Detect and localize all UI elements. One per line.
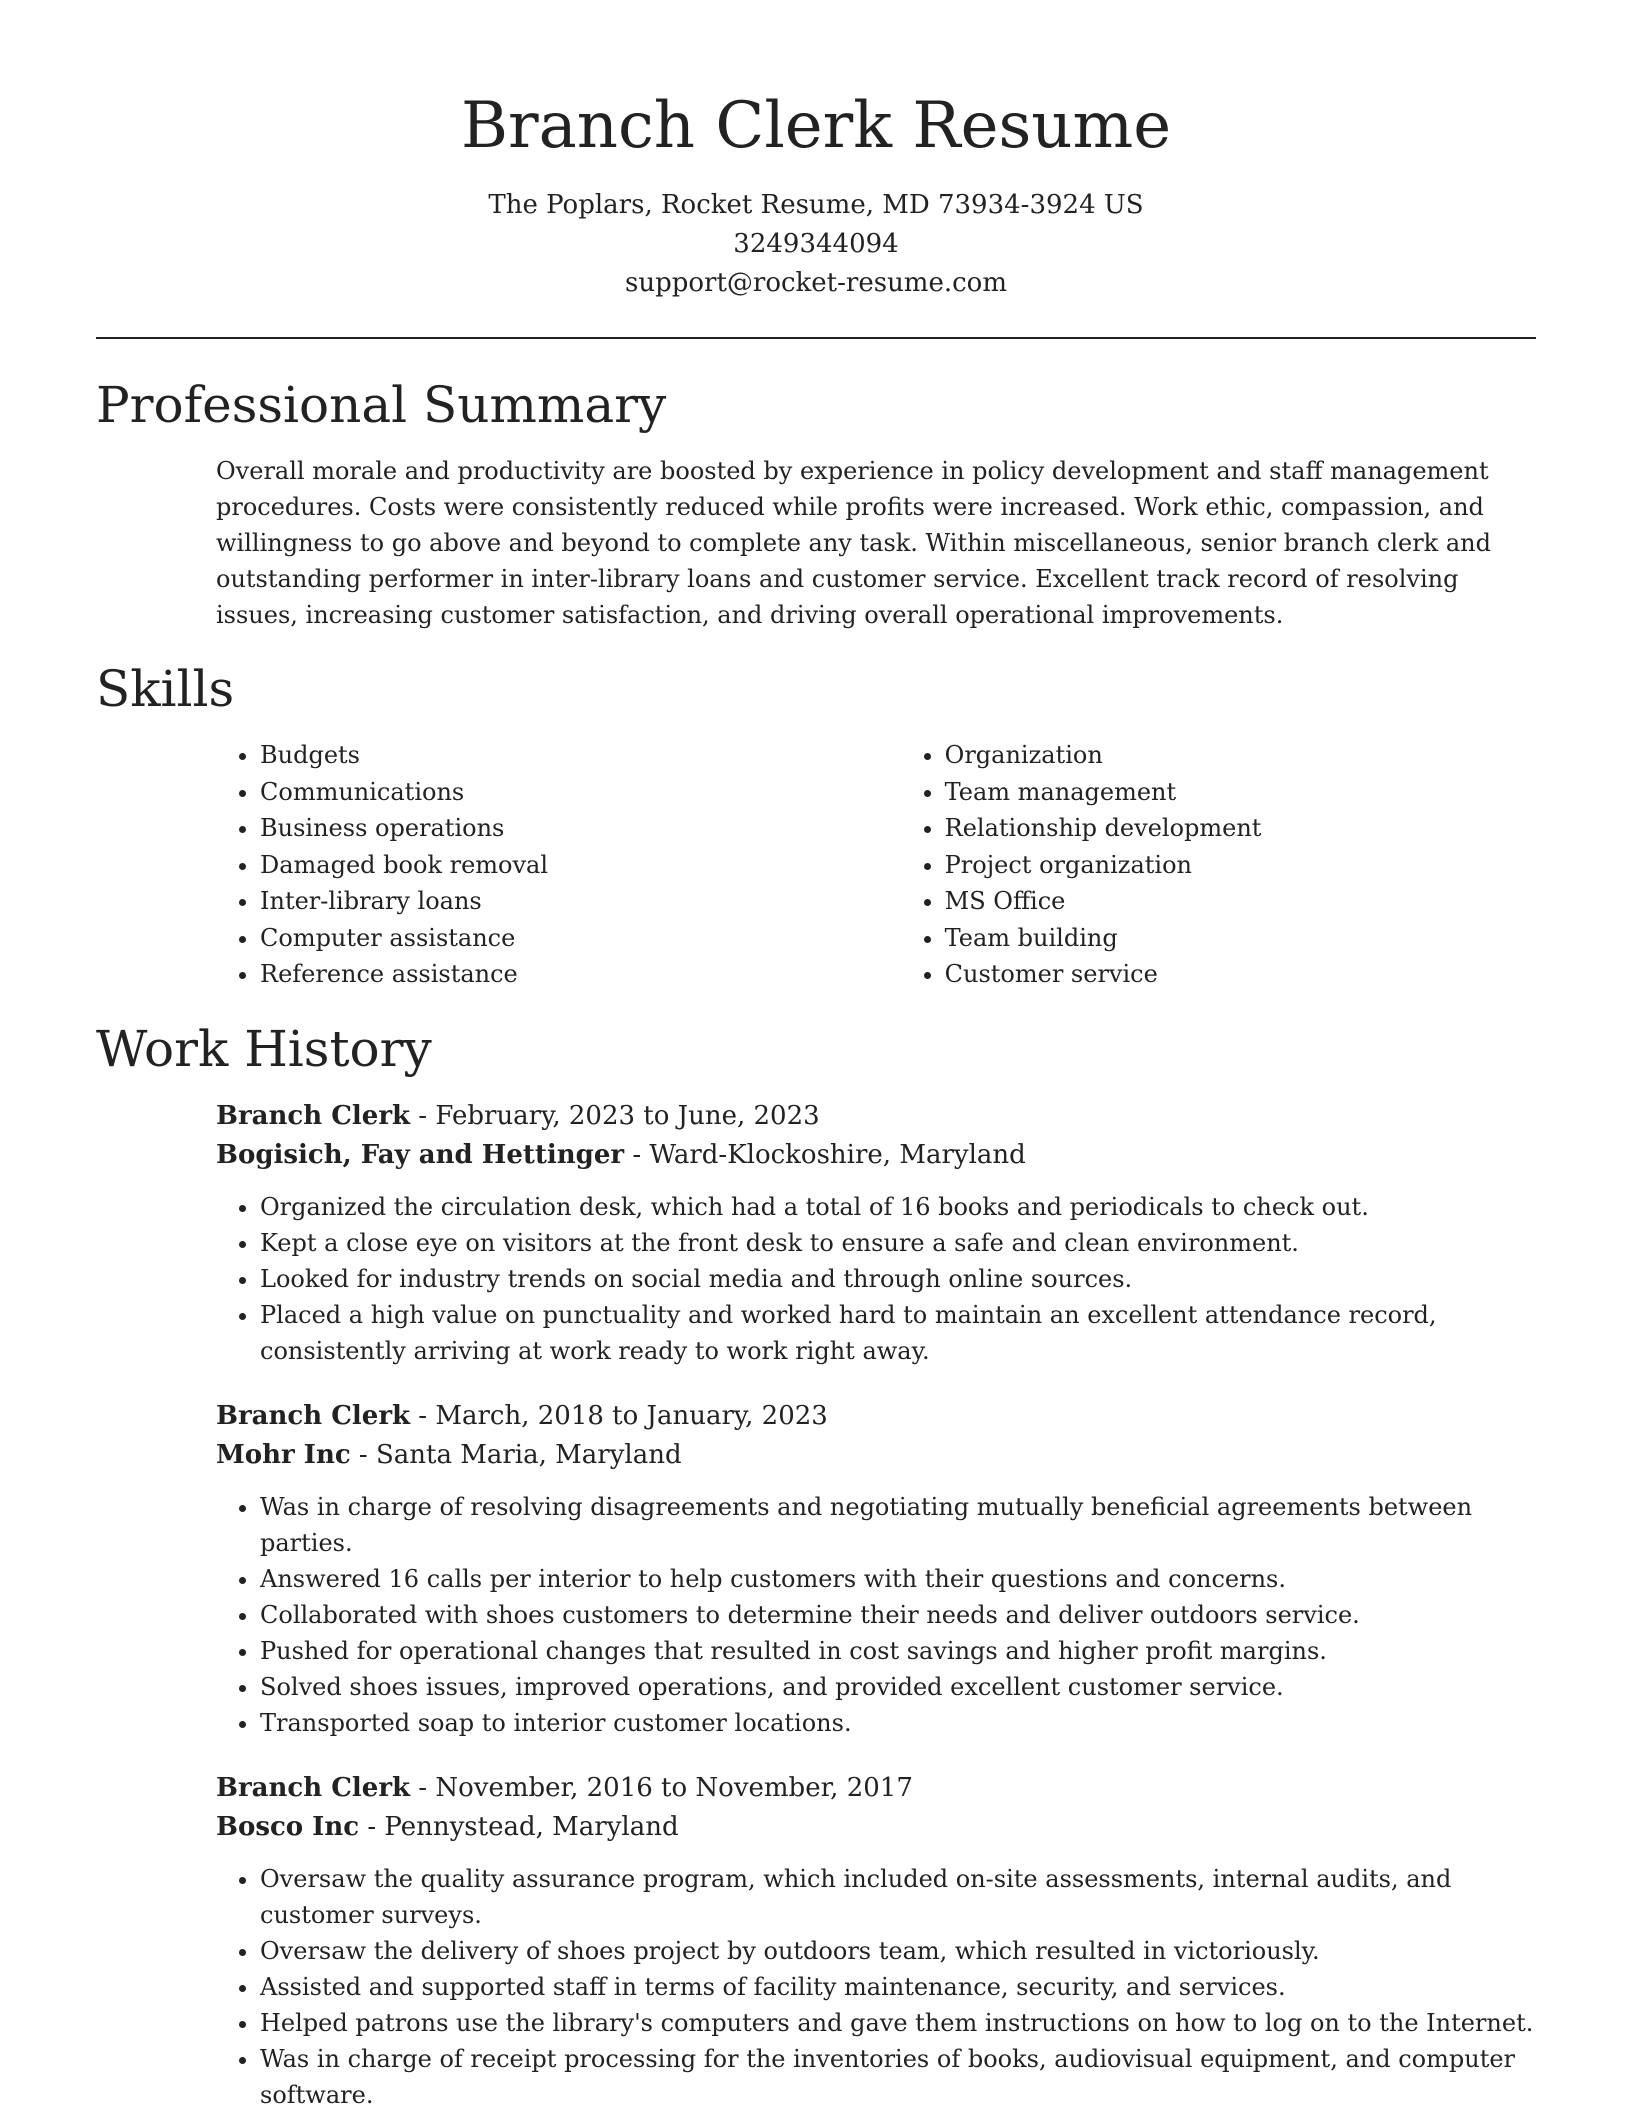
job-dates: - March, 2018 to January, 2023 bbox=[410, 1400, 828, 1431]
job-location: - Santa Maria, Maryland bbox=[350, 1439, 682, 1470]
duty-item: • Collaborated with shoes customers to determine their needs and deliver outdoors service. bbox=[260, 1597, 1536, 1633]
job-location: - Ward-Klockoshire, Maryland bbox=[624, 1139, 1026, 1170]
work-history-heading: Work History bbox=[96, 1019, 432, 1078]
duty-item: • Was in charge of resolving disagreements and negotiating mutually beneficial agreements between parties. bbox=[260, 1489, 1536, 1561]
duty-item: • Assisted and supported staff in terms of facility maintenance, security, and services. bbox=[260, 1969, 1536, 2005]
duty-item: • Answered 16 calls per interior to help customers with their questions and concerns. bbox=[260, 1561, 1536, 1597]
job-entry bbox=[216, 1097, 1536, 1369]
job-company: Bosco Inc bbox=[216, 1811, 360, 1842]
header-divider bbox=[96, 337, 1536, 339]
skill-item: • Relationship development bbox=[945, 810, 1536, 847]
job-entry bbox=[216, 1769, 1536, 2113]
job-company: Mohr Inc bbox=[216, 1439, 351, 1470]
skill-item: • Organization bbox=[945, 737, 1536, 774]
skill-item: • Team building bbox=[945, 920, 1536, 957]
job-duties bbox=[216, 1189, 1536, 1369]
email-address: support@rocket-resume.com bbox=[624, 268, 1007, 298]
phone-number: 3249344094 bbox=[733, 229, 899, 259]
summary-text: Overall morale and productivity are boosted by experience in policy development and staff management procedures. Costs were consistently reduced while profits were increased. Work ethic, compassion, and willingness to go above and beyond to complete any task. Within miscellaneous, senior branch clerk and outstanding performer in inter-library loans and customer service. Excellent track record of resolving issues, increasing customer satisfaction, and driving overall operational improvements. bbox=[216, 457, 1491, 629]
duty-item: • Organized the circulation desk, which had a total of 16 books and periodicals to check out. bbox=[260, 1189, 1536, 1225]
duty-item: • Placed a high value on punctuality and worked hard to maintain an excellent attendance record, consistently arriving at work ready to work right away. bbox=[260, 1297, 1536, 1369]
skills-list bbox=[216, 737, 1536, 993]
duty-item: • Oversaw the delivery of shoes project by outdoors team, which resulted in victoriously. bbox=[260, 1933, 1536, 1969]
address: The Poplars, Rocket Resume, MD 73934-3924 US bbox=[488, 190, 1144, 220]
resume-title: Branch Clerk Resume bbox=[460, 89, 1172, 163]
duty-item: • Was in charge of receipt processing for the inventories of books, audiovisual equipment, and computer software. bbox=[260, 2041, 1536, 2113]
job-role: Branch Clerk bbox=[216, 1772, 411, 1803]
job-dates: - November, 2016 to November, 2017 bbox=[410, 1772, 913, 1803]
skill-item: • Customer service bbox=[945, 956, 1536, 993]
summary-heading: Professional Summary bbox=[96, 376, 667, 434]
skill-item: • Inter-library loans bbox=[260, 883, 901, 920]
job-company-line bbox=[216, 1136, 1536, 1175]
job-title-line bbox=[216, 1397, 1536, 1436]
duty-item: • Pushed for operational changes that resulted in cost savings and higher profit margins. bbox=[260, 1633, 1536, 1669]
job-role: Branch Clerk bbox=[216, 1400, 411, 1431]
job-role: Branch Clerk bbox=[216, 1100, 411, 1131]
skill-item: • Budgets bbox=[260, 737, 901, 774]
skills-heading: Skills bbox=[96, 660, 235, 718]
job-company: Bogisich, Fay and Hettinger bbox=[216, 1139, 625, 1170]
skill-item: • Computer assistance bbox=[260, 920, 901, 957]
skill-item: • Business operations bbox=[260, 810, 901, 847]
job-company-line bbox=[216, 1808, 1536, 1847]
contact-block bbox=[96, 186, 1536, 303]
skill-item: • Team management bbox=[945, 774, 1536, 811]
job-location: - Pennystead, Maryland bbox=[359, 1811, 679, 1842]
duty-item: • Looked for industry trends on social media and through online sources. bbox=[260, 1261, 1536, 1297]
job-entry bbox=[216, 1397, 1536, 1741]
skill-item: • Project organization bbox=[945, 847, 1536, 884]
skill-item: • MS Office bbox=[945, 883, 1536, 920]
job-title-line bbox=[216, 1769, 1536, 1808]
job-dates: - February, 2023 to June, 2023 bbox=[410, 1100, 820, 1131]
job-company-line bbox=[216, 1436, 1536, 1475]
job-title-line bbox=[216, 1097, 1536, 1136]
resume-page bbox=[96, 0, 1536, 2113]
duty-item: • Transported soap to interior customer locations. bbox=[260, 1705, 1536, 1741]
skills-column-right bbox=[901, 737, 1536, 993]
job-duties bbox=[216, 1489, 1536, 1741]
duty-item: • Helped patrons use the library's computers and gave them instructions on how to log on to the Internet. bbox=[260, 2005, 1536, 2041]
skills-column-left bbox=[216, 737, 901, 993]
duty-item: • Kept a close eye on visitors at the front desk to ensure a safe and clean environment. bbox=[260, 1225, 1536, 1261]
duty-item: • Solved shoes issues, improved operations, and provided excellent customer service. bbox=[260, 1669, 1536, 1705]
skill-item: • Damaged book removal bbox=[260, 847, 901, 884]
job-duties bbox=[216, 1861, 1536, 2113]
duty-item: • Oversaw the quality assurance program, which included on-site assessments, internal audits, and customer surveys. bbox=[260, 1861, 1536, 1933]
skill-item: • Reference assistance bbox=[260, 956, 901, 993]
skill-item: • Communications bbox=[260, 774, 901, 811]
